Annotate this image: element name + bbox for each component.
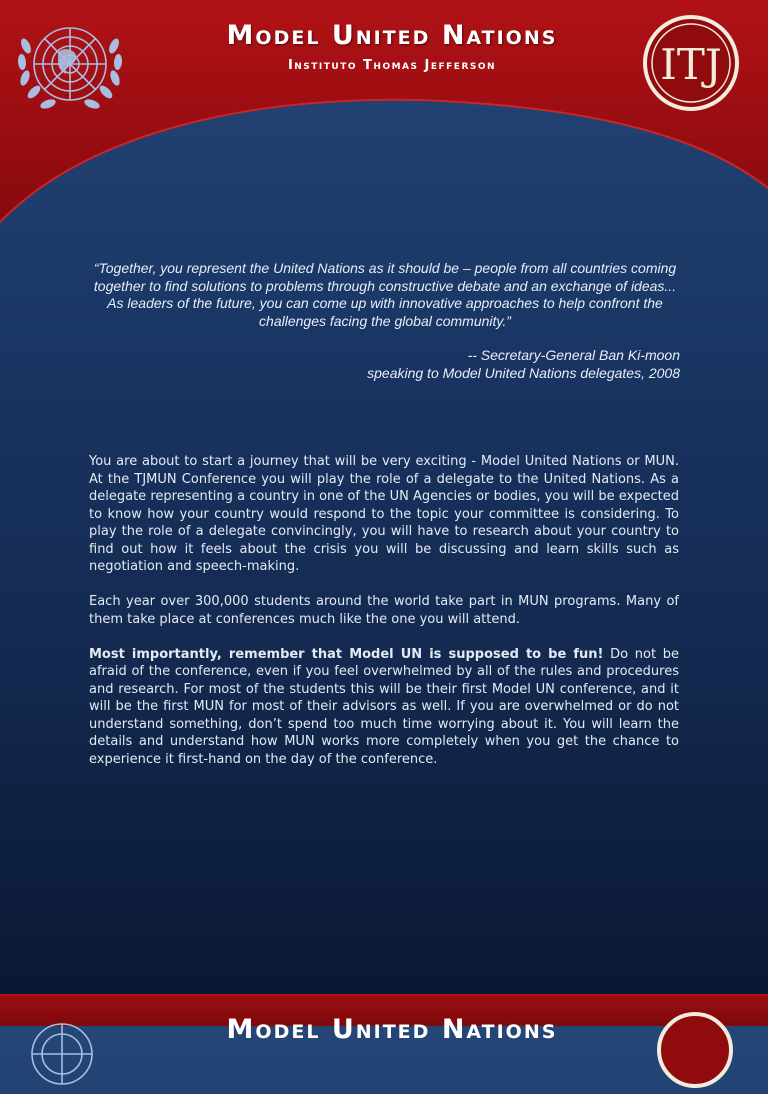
paragraph-journey: You are about to start a journey that will be very exciting - Model United Nations or MUN. At the TJMUN Conference you will play the role of a delegate to the United Nations. As a delegate representing a country in one of the UN Agencies or bodies, you will be expected to know how your country would respond to the topic your committee is considering. To play the role of a delegate convincingly, you will have to research about your country to find out how it feels about the crisis you will be discussing and learn skills such as negotiation and speech-making.	[89, 454, 679, 574]
intro-body	[89, 453, 679, 786]
un-emblem-icon	[10, 16, 130, 122]
paragraph-participation: Each year over 300,000 students around the world take part in MUN programs. Many of them take place at conferences much like the one you will attend.	[89, 594, 679, 627]
itj-logo-icon	[641, 13, 741, 113]
page-title: Model United Nations	[226, 20, 558, 51]
quote-text: “Together, you represent the United Nations as it should be – people from all countries coming together to find solutions to problems through constructive debate and an exchange of ideas... As leaders of the future, you can come up with innovative approaches to help confront the challenges facing the global community.”	[93, 260, 677, 329]
itj-logo-icon	[655, 1010, 735, 1090]
paragraph-fun-emphasis: Most importantly, remember that Model UN is supposed to be fun!	[89, 646, 604, 662]
un-emblem-icon	[22, 1014, 102, 1094]
quote-attribution	[90, 347, 680, 382]
attribution-author: -- Secretary-General Ban Ki-moon	[467, 347, 680, 363]
paragraph-fun-rest: Do not be afraid of the conference, even if you feel overwhelmed by all of the rules and procedures and research. For most of the students this will be their first Model UN conference, and it will be the first MUN for most of their advisors as well. If you are overwhelmed or do not understand something, don’t spend too much time worrying about it. You will learn the details and understand how MUN works more completely when you get the chance to experience it first-hand on the day of the conference.	[89, 646, 679, 767]
page-subtitle: Instituto Thomas Jefferson	[287, 58, 497, 73]
footer-title: Model United Nations	[226, 1014, 558, 1045]
attribution-context: speaking to Model United Nations delegates, 2008	[367, 364, 680, 381]
page-footer	[0, 994, 768, 1045]
itj-logo-text: ITJ	[660, 40, 722, 89]
paragraph-fun	[89, 646, 679, 769]
page-header	[0, 0, 768, 240]
